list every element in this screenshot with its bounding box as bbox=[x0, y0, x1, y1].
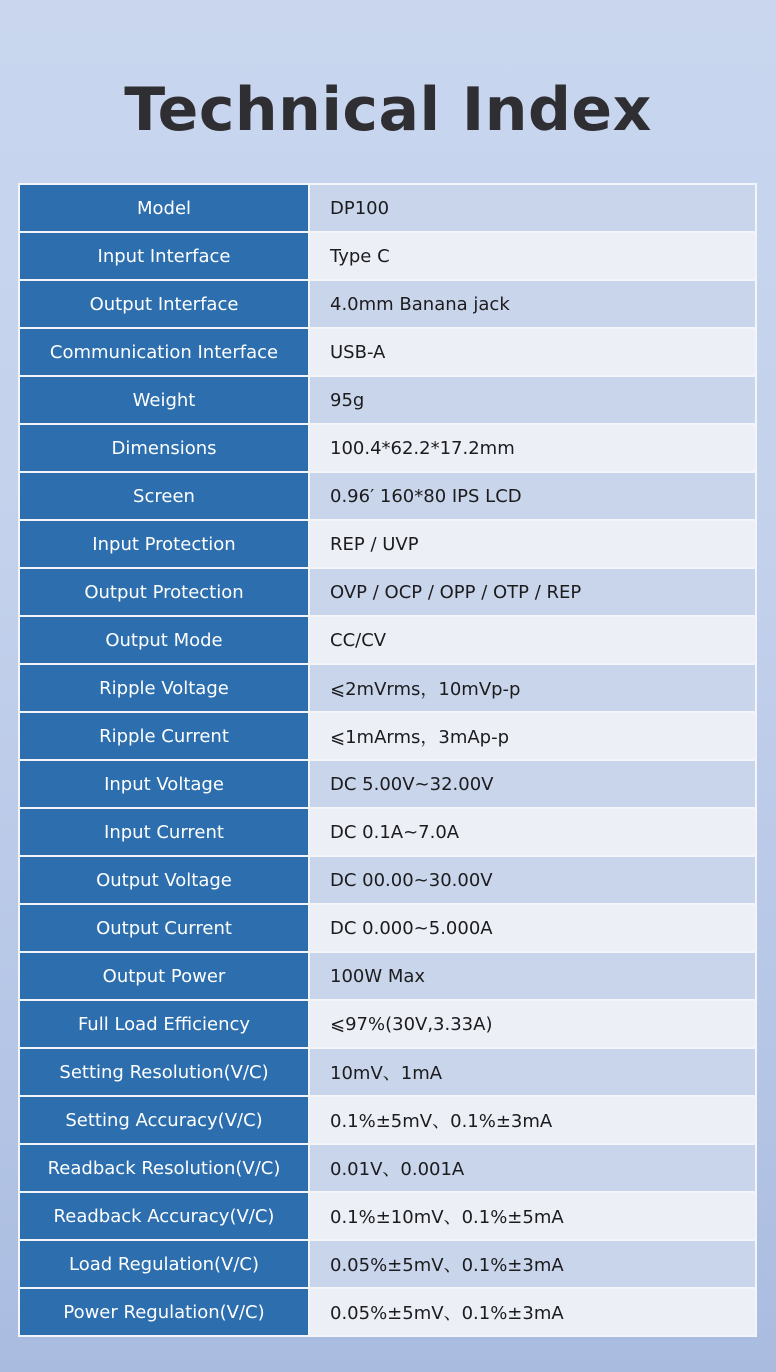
spec-value: CC/CV bbox=[309, 616, 756, 664]
spec-value: 100W Max bbox=[309, 952, 756, 1000]
spec-label: Load Regulation(V/C) bbox=[19, 1240, 309, 1288]
spec-row bbox=[19, 1144, 756, 1192]
spec-value: 0.05%±5mV、0.1%±3mA bbox=[309, 1240, 756, 1288]
spec-value: ⩽97%(30V,3.33A) bbox=[309, 1000, 756, 1048]
spec-row bbox=[19, 1000, 756, 1048]
spec-row bbox=[19, 664, 756, 712]
spec-label: Readback Accuracy(V/C) bbox=[19, 1192, 309, 1240]
spec-label: Model bbox=[19, 184, 309, 232]
spec-table bbox=[18, 183, 757, 1337]
spec-value: OVP / OCP / OPP / OTP / REP bbox=[309, 568, 756, 616]
spec-label: Output Current bbox=[19, 904, 309, 952]
spec-row bbox=[19, 424, 756, 472]
spec-row bbox=[19, 328, 756, 376]
spec-label: Weight bbox=[19, 376, 309, 424]
spec-row bbox=[19, 520, 756, 568]
spec-label: Full Load Efficiency bbox=[19, 1000, 309, 1048]
spec-row bbox=[19, 808, 756, 856]
spec-row bbox=[19, 760, 756, 808]
spec-label: Ripple Voltage bbox=[19, 664, 309, 712]
spec-label: Input Protection bbox=[19, 520, 309, 568]
spec-label: Input Current bbox=[19, 808, 309, 856]
spec-value: 4.0mm Banana jack bbox=[309, 280, 756, 328]
spec-value: DC 0.1A~7.0A bbox=[309, 808, 756, 856]
spec-row bbox=[19, 1096, 756, 1144]
spec-value: 100.4*62.2*17.2mm bbox=[309, 424, 756, 472]
spec-value: DC 00.00~30.00V bbox=[309, 856, 756, 904]
spec-value: 0.05%±5mV、0.1%±3mA bbox=[309, 1288, 756, 1336]
spec-label: Communication Interface bbox=[19, 328, 309, 376]
spec-value: DC 5.00V~32.00V bbox=[309, 760, 756, 808]
spec-label: Output Voltage bbox=[19, 856, 309, 904]
spec-value: Type C bbox=[309, 232, 756, 280]
spec-row bbox=[19, 616, 756, 664]
spec-label: Output Mode bbox=[19, 616, 309, 664]
spec-row bbox=[19, 232, 756, 280]
spec-row bbox=[19, 184, 756, 232]
spec-row bbox=[19, 1048, 756, 1096]
spec-row bbox=[19, 856, 756, 904]
spec-row bbox=[19, 1240, 756, 1288]
spec-value: 95g bbox=[309, 376, 756, 424]
spec-label: Output Protection bbox=[19, 568, 309, 616]
spec-label: Ripple Current bbox=[19, 712, 309, 760]
spec-row bbox=[19, 280, 756, 328]
spec-value: 10mV、1mA bbox=[309, 1048, 756, 1096]
spec-row bbox=[19, 904, 756, 952]
spec-row bbox=[19, 376, 756, 424]
spec-value: DC 0.000~5.000A bbox=[309, 904, 756, 952]
spec-row bbox=[19, 952, 756, 1000]
spec-label: Dimensions bbox=[19, 424, 309, 472]
spec-label: Screen bbox=[19, 472, 309, 520]
page-title: Technical Index bbox=[124, 75, 652, 145]
spec-value: ⩽1mArms，3mAp-p bbox=[309, 712, 756, 760]
spec-value: USB-A bbox=[309, 328, 756, 376]
spec-row bbox=[19, 1288, 756, 1336]
spec-row bbox=[19, 472, 756, 520]
spec-label: Setting Accuracy(V/C) bbox=[19, 1096, 309, 1144]
spec-value: 0.1%±5mV、0.1%±3mA bbox=[309, 1096, 756, 1144]
spec-row bbox=[19, 1192, 756, 1240]
spec-label: Output Power bbox=[19, 952, 309, 1000]
spec-label: Power Regulation(V/C) bbox=[19, 1288, 309, 1336]
spec-label: Setting Resolution(V/C) bbox=[19, 1048, 309, 1096]
spec-value: 0.1%±10mV、0.1%±5mA bbox=[309, 1192, 756, 1240]
spec-value: 0.01V、0.001A bbox=[309, 1144, 756, 1192]
spec-value: DP100 bbox=[309, 184, 756, 232]
spec-value: 0.96′ 160*80 IPS LCD bbox=[309, 472, 756, 520]
spec-label: Readback Resolution(V/C) bbox=[19, 1144, 309, 1192]
spec-label: Output Interface bbox=[19, 280, 309, 328]
spec-label: Input Voltage bbox=[19, 760, 309, 808]
spec-row bbox=[19, 568, 756, 616]
spec-value: ⩽2mVrms，10mVp-p bbox=[309, 664, 756, 712]
spec-row bbox=[19, 712, 756, 760]
spec-label: Input Interface bbox=[19, 232, 309, 280]
spec-value: REP / UVP bbox=[309, 520, 756, 568]
